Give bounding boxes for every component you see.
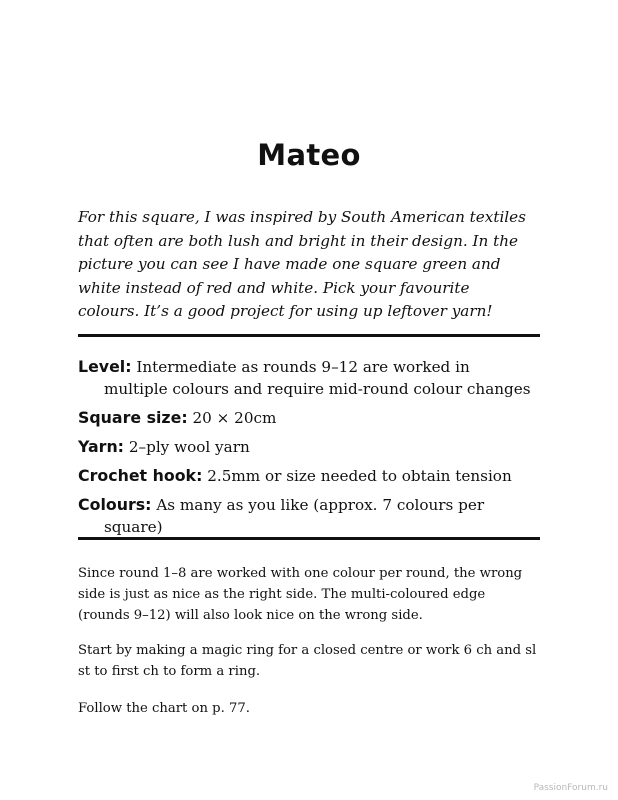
spec-level: [78, 356, 548, 400]
page-title: Mateo: [257, 138, 361, 172]
top-divider: [78, 334, 540, 337]
body-line: side is just as nice as the right side. The multi-coloured edge: [78, 587, 486, 602]
spec-value-cont: multiple colours and require mid-round colour changes: [104, 380, 531, 398]
body-paragraph-3: [78, 698, 548, 719]
intro-line: white instead of red and white. Pick your favourite: [78, 278, 470, 297]
spec-label: Level:: [78, 357, 132, 376]
watermark: PassionForum.ru: [533, 783, 608, 793]
intro-line: that often are both lush and bright in their design. In the: [78, 231, 519, 250]
body-line: Start by making a magic ring for a closed centre or work 6 ch and sl: [78, 643, 537, 658]
spec-crochet-hook: [78, 465, 548, 487]
spec-colours: [78, 494, 548, 538]
body-paragraph-1: [78, 563, 548, 626]
intro-line: picture you can see I have made one square green and: [78, 255, 501, 273]
spec-value: 2–ply wool yarn: [128, 438, 250, 456]
bottom-divider: [78, 537, 540, 540]
spec-label: Crochet hook:: [78, 466, 203, 485]
spec-square-size: [78, 407, 548, 429]
spec-label: Colours:: [78, 495, 152, 514]
spec-value: 2.5mm or size needed to obtain tension: [207, 467, 512, 485]
intro-line: colours. It’s a good project for using up leftover yarn!: [78, 302, 493, 320]
body-line: st to first ch to form a ring.: [78, 664, 261, 679]
spec-value: 20 × 20cm: [192, 409, 277, 427]
body-paragraph-2: [78, 640, 548, 682]
spec-label: Square size:: [78, 408, 188, 427]
body-line: Follow the chart on p. 77.: [78, 701, 250, 716]
spec-value: Intermediate as rounds 9–12 are worked in: [136, 358, 470, 376]
spec-value-cont: square): [104, 518, 163, 536]
body-line: Since round 1–8 are worked with one colour per round, the wrong: [78, 566, 523, 581]
specs-list: [78, 356, 548, 545]
spec-label: Yarn:: [78, 437, 125, 456]
intro-paragraph: [78, 206, 548, 324]
spec-yarn: [78, 436, 548, 458]
intro-line: For this square, I was inspired by South American textiles: [78, 208, 526, 226]
body-line: (rounds 9–12) will also look nice on the wrong side.: [78, 608, 423, 623]
spec-value: As many as you like (approx. 7 colours per: [156, 496, 485, 514]
